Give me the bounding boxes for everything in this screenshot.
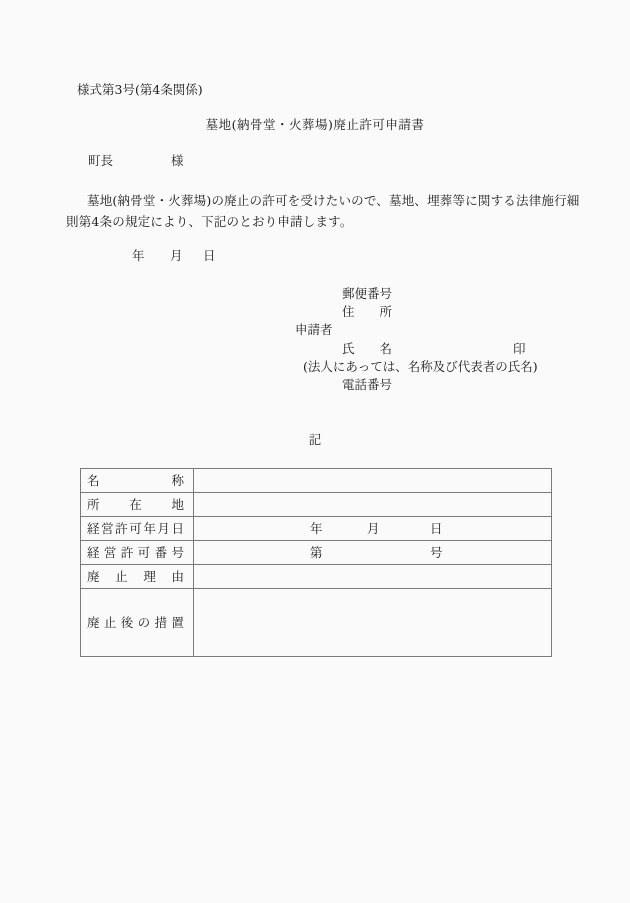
label-char: 番 [154, 545, 168, 560]
row-value-location [194, 493, 552, 517]
row-label-post-abolition-measures [81, 614, 193, 631]
row-value-post-abolition-measures [194, 589, 552, 657]
table-row-name [81, 469, 552, 493]
application-date-line [132, 247, 252, 264]
row-label-location [81, 496, 193, 513]
document-title: 墓地(納骨堂・火葬場)廃止許可申請書 [205, 117, 425, 132]
name-label: 氏 名 [342, 341, 393, 356]
segment-char: 月 [170, 248, 183, 263]
addressee-recipient: 町長 [88, 153, 114, 168]
label-char: 所 [87, 497, 100, 512]
phone-number-label: 電話番号 [342, 377, 393, 392]
label-char: 経 [87, 521, 100, 536]
label-char: 可 [129, 521, 142, 536]
label-char: 称 [171, 473, 184, 488]
label-char: 理 [143, 569, 156, 584]
label-char: 名 [87, 473, 100, 488]
label-char: 許 [115, 521, 128, 536]
seal-mark: 印 [513, 341, 526, 356]
label-char: 営 [103, 545, 117, 560]
table-row-permit-date [81, 517, 552, 541]
row-label-abolition-reason [81, 568, 193, 585]
table-row-permit-number [81, 541, 552, 565]
label-char: 営 [101, 521, 114, 536]
label-char: 在 [129, 497, 142, 512]
corporate-note: (法人にあっては、名称及び代表者の氏名) [303, 359, 538, 374]
row-label-cell [81, 565, 194, 589]
row-label-cell [81, 589, 194, 657]
segment-char: 年 [310, 521, 323, 536]
row-label-cell [81, 541, 194, 565]
label-char: 月 [157, 521, 170, 536]
label-char: 号 [171, 545, 184, 560]
row-label-permit-date [81, 520, 193, 537]
label-char: 可 [137, 545, 151, 560]
row-value-name [194, 469, 552, 493]
row-label-name [81, 472, 193, 489]
segment-char: 第 [310, 545, 323, 560]
label-char: 日 [171, 521, 184, 536]
table-row-location [81, 493, 552, 517]
table-row-abolition-reason [81, 565, 552, 589]
label-char: 止 [115, 569, 128, 584]
row-value-permit-date [194, 517, 552, 541]
segment-char: 月 [367, 521, 380, 536]
applicant-label: 申請者 [295, 322, 333, 337]
table-row-post-abolition-measures [81, 589, 552, 657]
segment-char: 年 [132, 248, 145, 263]
row-value-abolition-reason [194, 565, 552, 589]
body-paragraph-line-1: 墓地(納骨堂・火葬場)の廃止の許可を受けたいので、墓地、埋葬等に関する法律施行細 [87, 193, 580, 208]
row-label-cell [81, 517, 194, 541]
label-char: 年 [143, 521, 156, 536]
addressee-honorific: 様 [171, 153, 184, 168]
permit-number-placeholders [194, 544, 551, 561]
label-char: 廃 [87, 615, 100, 630]
segment-char: 日 [430, 521, 443, 536]
addressee-line [88, 152, 184, 169]
label-char: 措 [154, 615, 168, 630]
label-char: 地 [171, 497, 184, 512]
label-char: の [137, 615, 151, 630]
address-label: 住 所 [342, 304, 393, 319]
label-char: 廃 [87, 569, 100, 584]
label-char: 置 [171, 615, 184, 630]
permit-date-placeholders [194, 520, 551, 537]
segment-char: 日 [203, 248, 216, 263]
row-label-permit-number [81, 544, 193, 561]
label-char: 経 [87, 545, 100, 560]
record-heading: 記 [308, 432, 322, 447]
body-paragraph [66, 190, 580, 232]
row-label-cell [81, 469, 194, 493]
label-char: 由 [171, 569, 184, 584]
row-label-cell [81, 493, 194, 517]
label-char: 止 [103, 615, 117, 630]
label-char: 後 [120, 615, 134, 630]
label-char: 許 [120, 545, 134, 560]
form-number: 様式第3号(第4条関係) [77, 82, 203, 97]
body-paragraph-line-2: 則第4条の規定により、下記のとおり申請します。 [66, 214, 353, 229]
row-value-permit-number [194, 541, 552, 565]
postal-code-label: 郵便番号 [342, 286, 393, 301]
application-detail-table [80, 468, 552, 657]
segment-char: 号 [430, 545, 443, 560]
